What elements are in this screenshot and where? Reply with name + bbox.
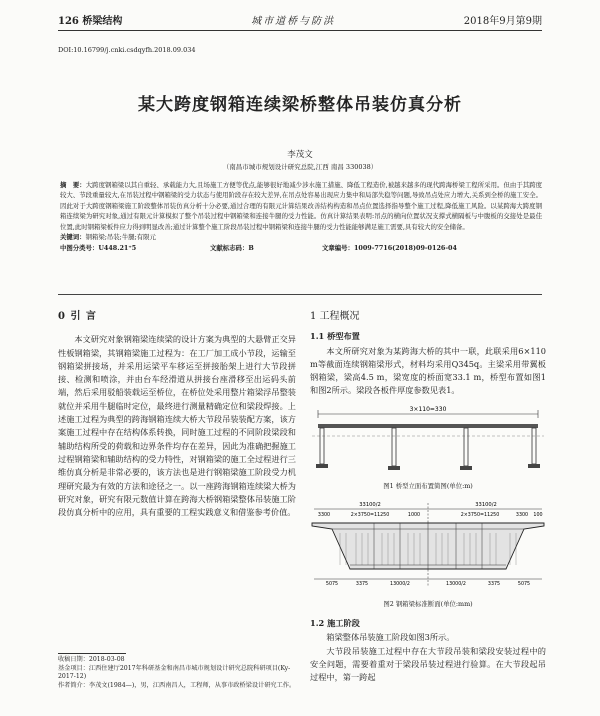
affiliation: （南昌市城市规划设计研究总院,江西 南昌 330038） [222,163,378,171]
construction-stage-paragraph-1: 箱梁整体吊装施工阶段如图3所示。 [326,632,455,643]
bridge-layout-paragraph: 本文所研究对象为某跨海大桥的其中一联，此联采用6×110 m等截面连续钢箱梁形式，材料均采用Q345q。主梁采用带翼板钢箱梁，梁高4.5 m，梁宽度的桥面宽33.1 m，桥型布置如图1和图2所示。梁段各板件厚度参数见表1。 [310,345,546,396]
fig1-span-label: 3×110=330 [409,405,447,413]
classification [60,243,542,253]
header-page-journal: 126 桥梁结构 [58,15,123,27]
article-number: 文章编号：1009-7716(2018)09-0126-04 [322,244,457,253]
fig2-bot-1: 5075 [325,582,339,588]
section-heading-overview: 1 工程概况 [310,311,360,322]
clc-number: 中图分类号：U448.21⁺5 [60,244,137,253]
abstract-label: 摘 要： [60,181,86,189]
figure-2 [310,499,546,611]
doc-code: 文献标志码：B [210,244,254,253]
keywords-text: 钢箱梁;吊装;牛腿;有限元 [85,233,156,242]
header-journal-name: 城市道桥与防洪 [251,15,336,27]
fig2-bot-5: 3375 [487,582,501,588]
subheading-bridge-layout: 1.1 桥型布置 [310,331,360,342]
author-bio: 作者简介：李茂文(1984—)，男，江西南昌人，工程师，从事市政桥梁设计研究工作。 [58,681,296,689]
introduction-paragraph: 本文研究对象钢箱梁连续梁的设计方案为典型的大悬臂正交异性板钢箱梁，其钢箱梁施工过程为：在工厂加工成小节段，运输至钢箱梁拼接场，并采用运梁平车移运至拼接胎架上进行大节段拼接、检测和喷涂，并由台车经滑道从拼接台座滑移至出运码头前端，然后采用驳船装载运至桥位，在桥位处采用整片箱梁浮吊整装就位并采用牛腿临时定位，最终进行测量精确定位和梁段焊接。上述施工过程为典型的跨海钢箱连续大桥大节段吊装装配方案，该方案施工过程中存在结构体系转换，同时施工过程的不同阶段梁段和辅助结构所受的荷载和边界条件均存在差异，因此为准确把握施工过程钢箱梁和辅助结构的受力特性，对钢箱梁的施工全过程进行三维仿真分析是非常必要的，该方法也是进行钢箱梁施工阶段受力机理研究最为有效的方法和途径之一。以一座跨海钢箱连续梁大桥为研究对象，研究有限元数值计算在跨海大桥钢箱梁整体吊装施工阶段仿真分析中的应用，具有重要的工程实践意义和借鉴参考价值。 [58,334,296,518]
construction-stage-paragraph-2: 大节段吊装施工过程中存在大节段吊装和梁段安装过程中的安全问题，需要着重对于梁段吊装过程进行验算。在大节段起吊过程中，第一跨起 [310,645,546,683]
footnote-rule [58,653,126,654]
fig2-dim-left: 33100/2 [359,502,381,509]
fig2-dim-lm: 2×3750=11250 [350,513,390,519]
figure-1-caption: 图1 桥型立面布置简图(单位:m) [383,482,473,491]
abstract-block [60,180,542,254]
fig2-bot-4: 13000/2 [446,582,466,588]
running-header [58,10,542,28]
keywords [60,232,542,242]
section-heading-introduction: 0 引 言 [58,311,97,322]
bridge-elevation-drawing [310,402,546,474]
paper-title: 某大跨度钢箱连续梁桥整体吊装仿真分析 [138,95,462,115]
fig2-bot-3: 13000/2 [390,582,410,588]
header-issue: 2018年9月第9期 [463,15,542,27]
abstract [60,180,542,232]
left-column [58,306,296,519]
header-rule [58,30,542,31]
fig2-dim-rm: 3300 [515,513,529,519]
received-date: 收稿日期：2018-03-08 [58,656,125,663]
fig2-dim-ll: 3300 [317,513,331,519]
footnote [58,656,296,690]
author: 李茂文 [287,150,313,160]
abstract-text: 大跨度钢箱梁以其自重轻、承载能力大,且场施工方便等优点,能够很好地减少涉水施工措施、降低工程造价,被越来越多的现代跨海桥梁工程所采用。但由于其跨度较大、节段重量较大,在吊装过程中钢箱梁的受力状态与使用阶段存在较大差异,在吊点处容易出现应力集中和局部失稳等问题,导致吊点处应力增大,关系到全桥的施工安全。因此对于大跨度钢箱梁施工阶段整体吊装仿真分析十分必要,通过合理的有限元计算结果改善结构构造和吊点位置选择指导整个施工过程,降低施工风险。以某跨海大跨度钢箱连续梁为研究对象,通过有限元计算模拟了整个吊装过程中钢箱梁和连接牛腿的受力性能。仿真计算结果表明:吊点的横向位置状况支撑式横隔板与中腹板的交接处是最佳位置,此时钢箱梁板件应力得到明显改善;通过计算整个施工阶段吊装过程中钢箱梁和连接牛腿的受力性能能够满足施工需要,具有较大的安全储备。 [60,181,543,231]
box-girder-section-drawing [310,499,546,591]
fig2-bot-2: 3375 [355,582,369,588]
right-column [310,306,546,684]
keywords-label: 关键词： [60,233,86,242]
figure-2-caption: 图2 钢箱梁标准断面(单位:mm) [383,599,473,608]
fig2-bot-6: 5075 [517,582,531,588]
abstract-divider [58,294,542,295]
subheading-construction-stage: 1.2 施工阶段 [310,617,360,628]
figure-1 [310,402,546,494]
fig2-dim-lr: 1000 [407,513,421,519]
fig2-dim-rl: 2×3750=11250 [460,513,500,519]
fig2-dim-right: 33100/2 [475,502,497,509]
doi: DOI:10.16799/j.cnki.csdqyfh.2018.09.034 [58,46,196,54]
fund-project: 基金项目：江西住建厅2017年科研基金和南昌市城市规划设计研究总院科研项目(Ky-2017-12) [58,664,291,681]
fig2-dim-rr: 100 [533,513,543,519]
